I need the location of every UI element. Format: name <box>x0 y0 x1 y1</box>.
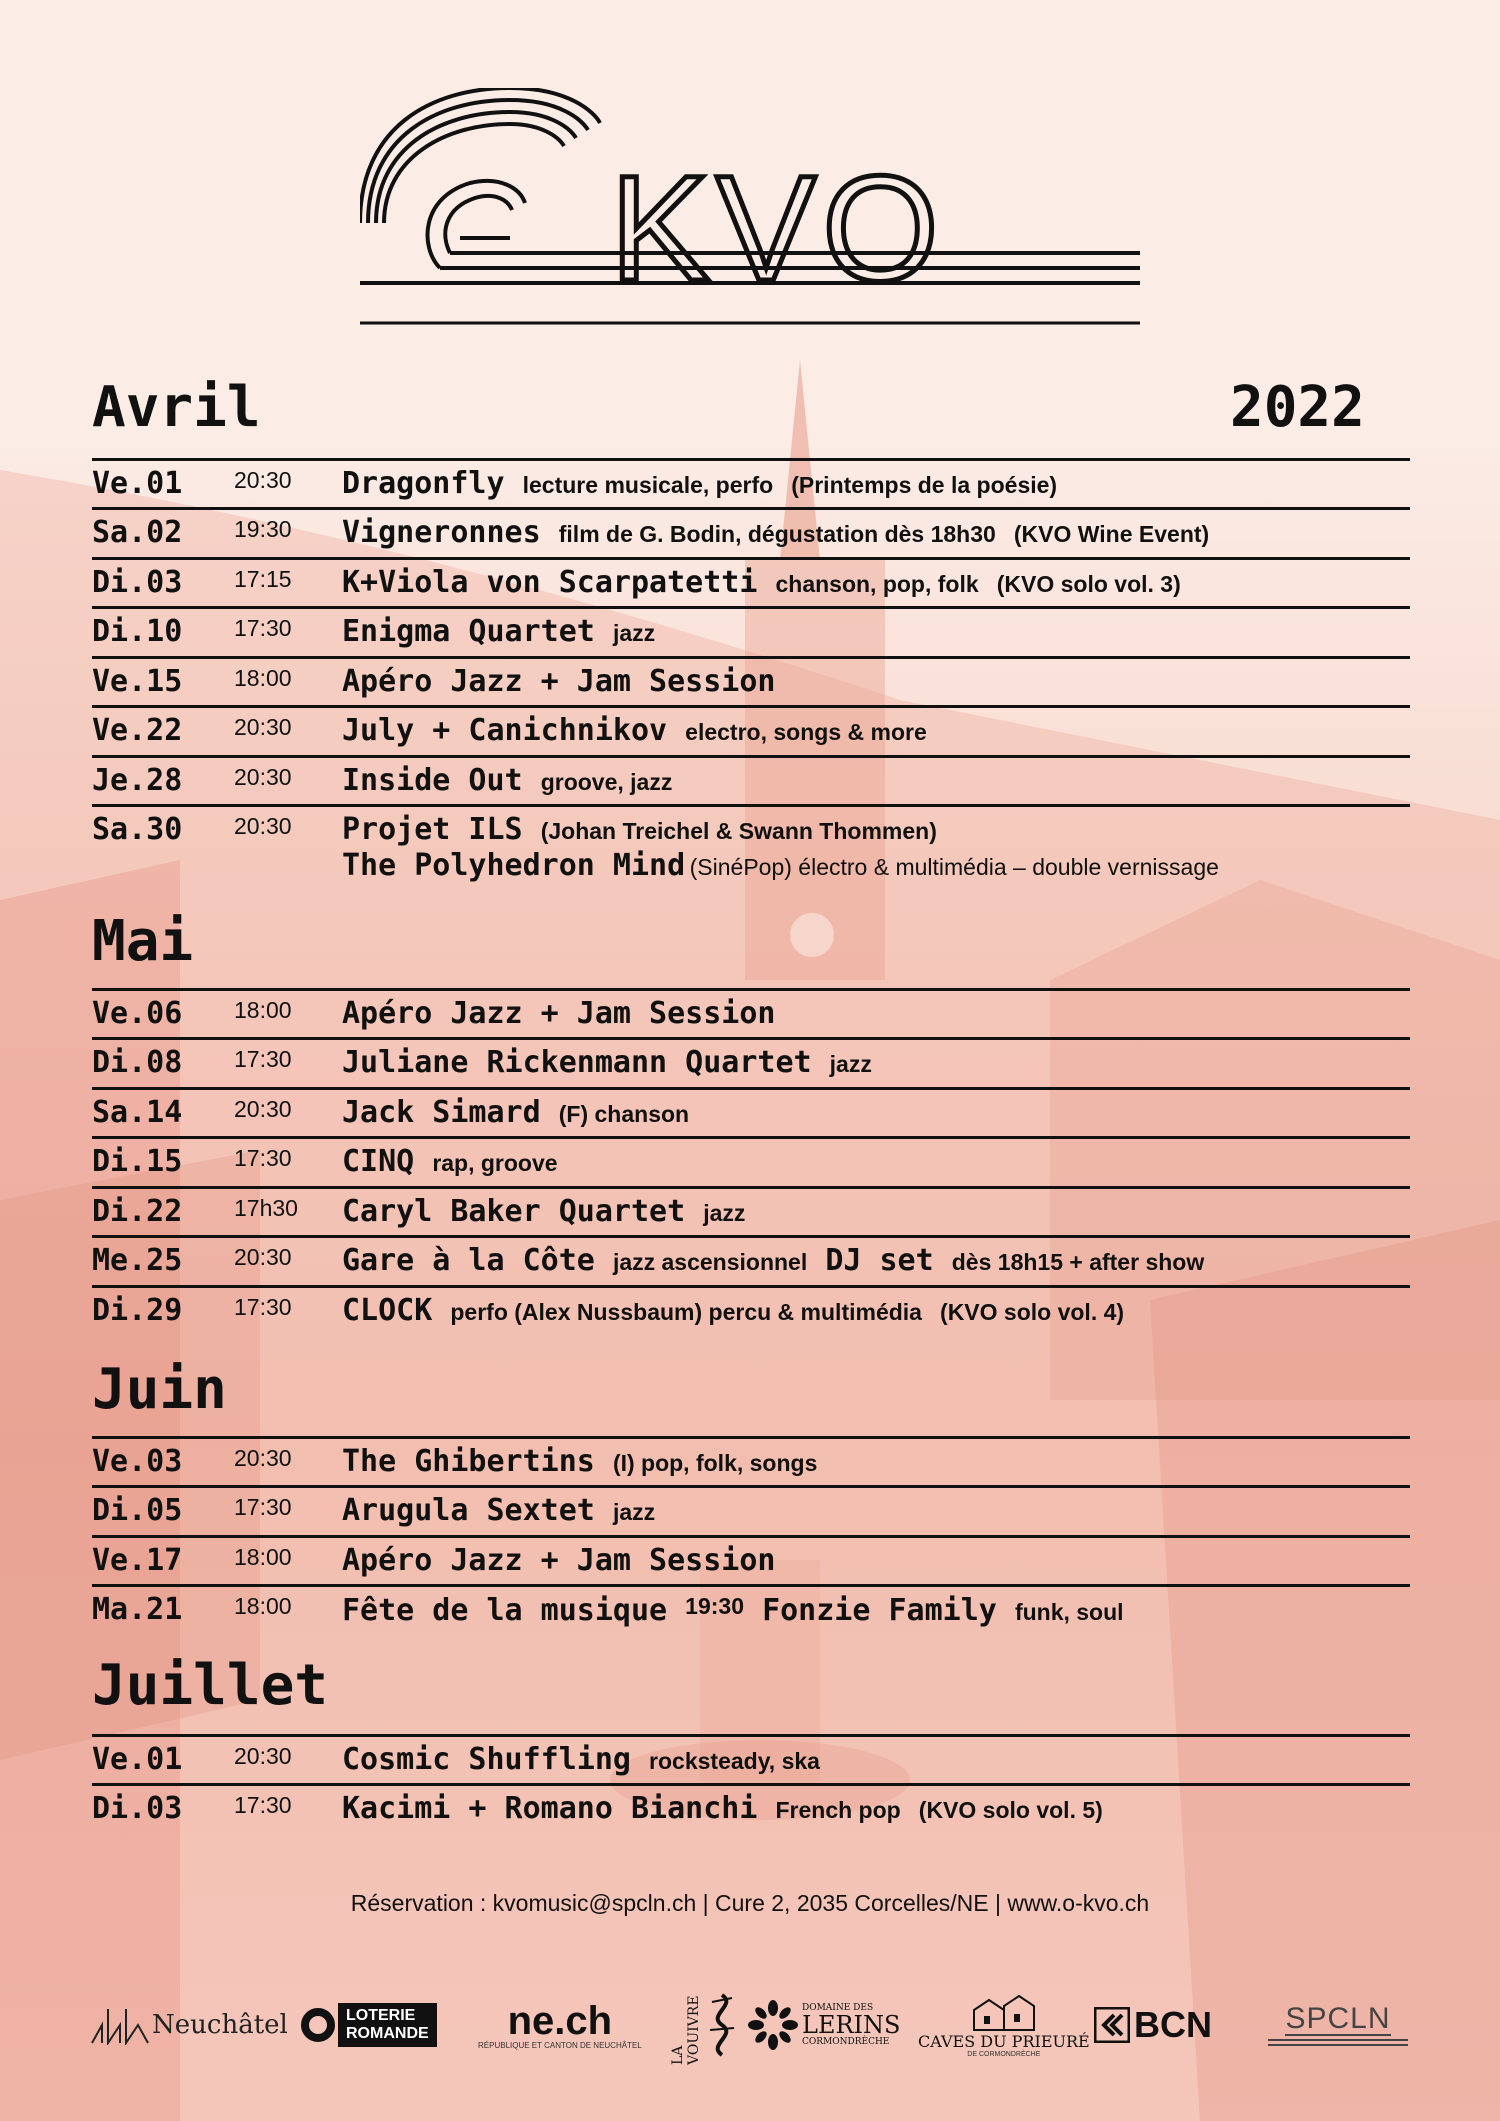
ne-ch-text: ne.ch <box>507 1998 613 2043</box>
event-desc-bold: (KVO Wine Event) <box>1013 521 1210 547</box>
event-day: Di.08 <box>92 1045 183 1080</box>
event-row <box>92 992 1410 1036</box>
event-time-secondary: 19:30 <box>685 1593 744 1619</box>
event-time: 19:30 <box>234 516 292 542</box>
event-time: 17:30 <box>234 1294 292 1320</box>
row-divider <box>92 507 1410 510</box>
event-time: 17h30 <box>234 1195 298 1221</box>
bcn-chevron-icon <box>1094 2007 1130 2043</box>
event-desc: chanson, pop, folk <box>775 571 979 597</box>
event-title: Gare à la Côte <box>342 1243 595 1278</box>
event-desc: (I) pop, folk, songs <box>612 1450 818 1476</box>
lerins-text: LERINS <box>802 2011 901 2039</box>
loterie-line-1: LOTERIE <box>346 2007 416 2024</box>
spcln-text: SPCLN <box>1285 2002 1391 2035</box>
ne-ch-logo <box>478 1985 642 2065</box>
event-title: Apéro Jazz + Jam Session <box>342 1543 776 1578</box>
row-divider <box>92 1037 1410 1040</box>
event-row <box>92 1489 1410 1533</box>
month-heading: Mai <box>92 909 194 974</box>
event-title: Apéro Jazz + Jam Session <box>342 996 776 1031</box>
row-divider <box>92 1136 1410 1139</box>
event-desc: (Johan Treichel & Swann Thommen) <box>540 818 937 844</box>
event-title: CLOCK <box>342 1293 433 1328</box>
event-desc: (F) chanson <box>558 1101 690 1127</box>
event-day: Sa.02 <box>92 515 183 550</box>
event-row <box>92 1539 1410 1583</box>
event-time: 18:00 <box>234 1544 292 1570</box>
event-title: Projet ILS <box>342 812 523 847</box>
event-time: 17:30 <box>234 1046 292 1072</box>
row-divider <box>92 1734 1410 1737</box>
loterie-romande-logo <box>300 1985 437 2065</box>
event-title: K+Viola von Scarpatetti <box>342 565 758 600</box>
month-heading: Juillet <box>92 1653 329 1718</box>
row-divider <box>92 1584 1410 1587</box>
event-title: Kacimi + Romano Bianchi <box>342 1791 758 1826</box>
la-vouivre-logo <box>670 1985 742 2065</box>
event-day: Ve.03 <box>92 1444 183 1479</box>
row-divider <box>92 1235 1410 1238</box>
event-row <box>92 1787 1410 1831</box>
event-row <box>92 1440 1410 1484</box>
event-time: 17:30 <box>234 615 292 641</box>
event-title-secondary: Fonzie Family <box>762 1593 997 1628</box>
event-title: Caryl Baker Quartet <box>342 1194 686 1229</box>
event-time: 17:15 <box>234 566 292 592</box>
event-title: Fête de la musique <box>342 1593 668 1628</box>
event-day: Di.05 <box>92 1493 183 1528</box>
event-day: Di.22 <box>92 1194 183 1229</box>
event-row <box>92 1140 1410 1184</box>
row-divider <box>92 1436 1410 1439</box>
caves-subtext: DE CORMONDRÈCHE <box>967 2051 1041 2058</box>
row-divider <box>92 755 1410 758</box>
event-day: Ve.06 <box>92 996 183 1031</box>
vouivre-text: LA VOUIVRE <box>670 1995 702 2065</box>
flower-icon <box>748 2000 798 2050</box>
event-time: 20:30 <box>234 1445 292 1471</box>
loterie-ring-icon <box>300 2007 336 2043</box>
month-heading: Juin <box>92 1357 227 1422</box>
row-divider <box>92 458 1410 461</box>
event-desc-bold: (Printemps de la poésie) <box>791 472 1058 498</box>
lerins-subtext: CORMONDRÈCHE <box>802 2037 890 2047</box>
event-time: 17:30 <box>234 1145 292 1171</box>
event-day: Di.03 <box>92 1791 183 1826</box>
event-day: Ve.01 <box>92 466 183 501</box>
domaine-des-lerins-logo <box>748 1985 900 2065</box>
event-day: Sa.30 <box>92 812 183 847</box>
row-divider <box>92 1485 1410 1488</box>
neuchatel-mark-icon <box>90 2005 150 2045</box>
sponsor-logos <box>0 1985 1500 2065</box>
neuchatel-text: Neuchâtel <box>152 2010 288 2040</box>
event-desc-bold: (KVO solo vol. 5) <box>918 1797 1103 1823</box>
caves-text: CAVES DU PRIEURÉ <box>918 2032 1090 2051</box>
row-divider <box>92 804 1410 807</box>
event-time: 18:00 <box>234 665 292 691</box>
row-divider <box>92 1285 1410 1288</box>
row-divider <box>92 656 1410 659</box>
event-day: Ve.15 <box>92 664 183 699</box>
row-divider <box>92 1186 1410 1189</box>
event-row <box>92 1041 1410 1085</box>
event-time: 20:30 <box>234 813 292 839</box>
bcn-logo <box>1094 1985 1212 2065</box>
event-time: 20:30 <box>234 467 292 493</box>
lerins-prefix: DOMAINE DES <box>802 2003 874 2013</box>
event-desc: groove, jazz <box>540 769 673 795</box>
event-row <box>92 610 1410 654</box>
reservation-footer: Réservation : kvomusic@spcln.ch | Cure 2, 2035 Corcelles/NE | www.o-kvo.ch <box>350 1890 1150 1916</box>
event-day: Sa.14 <box>92 1095 183 1130</box>
event-row <box>92 808 1410 892</box>
event-title: Cosmic Shuffling <box>342 1742 631 1777</box>
kvo-logo <box>360 88 1140 358</box>
event-time: 20:30 <box>234 1096 292 1122</box>
event-desc: electro, songs & more <box>685 719 927 745</box>
event-row <box>92 1588 1410 1632</box>
neuchatel-logo <box>90 1985 288 2065</box>
event-row <box>92 1239 1410 1283</box>
event-row <box>92 462 1410 506</box>
event-time: 20:30 <box>234 1743 292 1769</box>
event-day: Me.25 <box>92 1243 183 1278</box>
row-divider <box>92 705 1410 708</box>
year-heading: 2022 <box>1230 375 1365 440</box>
event-title: Vigneronnes <box>342 515 541 550</box>
event-row <box>92 561 1410 605</box>
event-desc: French pop <box>775 1797 901 1823</box>
event-title: Dragonfly <box>342 466 505 501</box>
event-row <box>92 759 1410 803</box>
event-desc-bold: (KVO solo vol. 3) <box>996 571 1181 597</box>
event-title-secondary: The Polyhedron Mind <box>342 848 686 883</box>
event-day: Ve.22 <box>92 713 183 748</box>
event-title: Jack Simard <box>342 1095 541 1130</box>
event-desc: jazz <box>612 620 656 646</box>
ne-ch-subtext: RÉPUBLIQUE ET CANTON DE NEUCHÂTEL <box>478 2040 642 2050</box>
event-title: Enigma Quartet <box>342 614 595 649</box>
row-divider <box>92 557 1410 560</box>
spcln-logo <box>1268 1985 1408 2065</box>
event-desc-secondary: (SinéPop) électro & multimédia – double vernissage <box>689 854 1219 880</box>
event-day: Di.15 <box>92 1144 183 1179</box>
event-row <box>92 511 1410 555</box>
event-time: 18:00 <box>234 1593 292 1619</box>
event-desc-bold: (KVO solo vol. 4) <box>940 1299 1125 1325</box>
event-row <box>92 1190 1410 1234</box>
bcn-text: BCN <box>1134 2004 1212 2045</box>
event-time: 17:30 <box>234 1494 292 1520</box>
caves-du-prieure-logo <box>918 1985 1090 2065</box>
loterie-line-2: ROMANDE <box>346 2025 429 2042</box>
event-desc: lecture musicale, perfo <box>522 472 774 498</box>
event-desc: jazz <box>612 1499 656 1525</box>
event-title-secondary: DJ set <box>825 1243 934 1278</box>
event-desc: jazz <box>829 1051 872 1077</box>
event-desc: film de G. Bodin, dégustation dès 18h30 <box>558 521 996 547</box>
event-time: 20:30 <box>234 764 292 790</box>
row-divider <box>92 1783 1410 1786</box>
event-day: Ve.01 <box>92 1742 183 1777</box>
event-desc-secondary: funk, soul <box>1014 1599 1124 1625</box>
month-heading: Avril <box>92 375 261 440</box>
brand-wordmark: KVO <box>610 144 945 312</box>
event-day: Ve.17 <box>92 1543 183 1578</box>
event-title: Arugula Sextet <box>342 1493 595 1528</box>
event-day: Ma.21 <box>92 1592 183 1627</box>
event-row <box>92 1289 1410 1333</box>
event-desc: perfo (Alex Nussbaum) percu & multimédia <box>450 1299 922 1325</box>
event-desc-secondary: dès 18h15 + after show <box>951 1249 1205 1275</box>
event-desc: jazz <box>703 1200 746 1226</box>
dragon-icon <box>702 1990 742 2060</box>
row-divider <box>92 988 1410 991</box>
event-desc: rap, groove <box>432 1150 558 1176</box>
event-title: CINQ <box>342 1144 415 1179</box>
event-desc: rocksteady, ska <box>649 1748 820 1774</box>
event-day: Je.28 <box>92 763 183 798</box>
event-time: 20:30 <box>234 1244 292 1270</box>
event-row <box>92 1738 1410 1782</box>
row-divider <box>92 1087 1410 1090</box>
event-time: 18:00 <box>234 997 292 1023</box>
row-divider <box>92 1535 1410 1538</box>
event-title: The Ghibertins <box>342 1444 595 1479</box>
event-title: Apéro Jazz + Jam Session <box>342 664 776 699</box>
event-row <box>92 1091 1410 1135</box>
event-title: Inside Out <box>342 763 523 798</box>
castle-icon <box>969 1992 1039 2032</box>
event-day: Di.03 <box>92 565 183 600</box>
event-time: 20:30 <box>234 714 292 740</box>
event-day: Di.10 <box>92 614 183 649</box>
event-row <box>92 709 1410 753</box>
row-divider <box>92 606 1410 609</box>
event-desc: jazz ascensionnel <box>612 1249 808 1275</box>
event-day: Di.29 <box>92 1293 183 1328</box>
event-row <box>92 660 1410 704</box>
event-title: July + Canichnikov <box>342 713 668 748</box>
event-time: 17:30 <box>234 1792 292 1818</box>
event-title: Juliane Rickenmann Quartet <box>342 1045 812 1080</box>
